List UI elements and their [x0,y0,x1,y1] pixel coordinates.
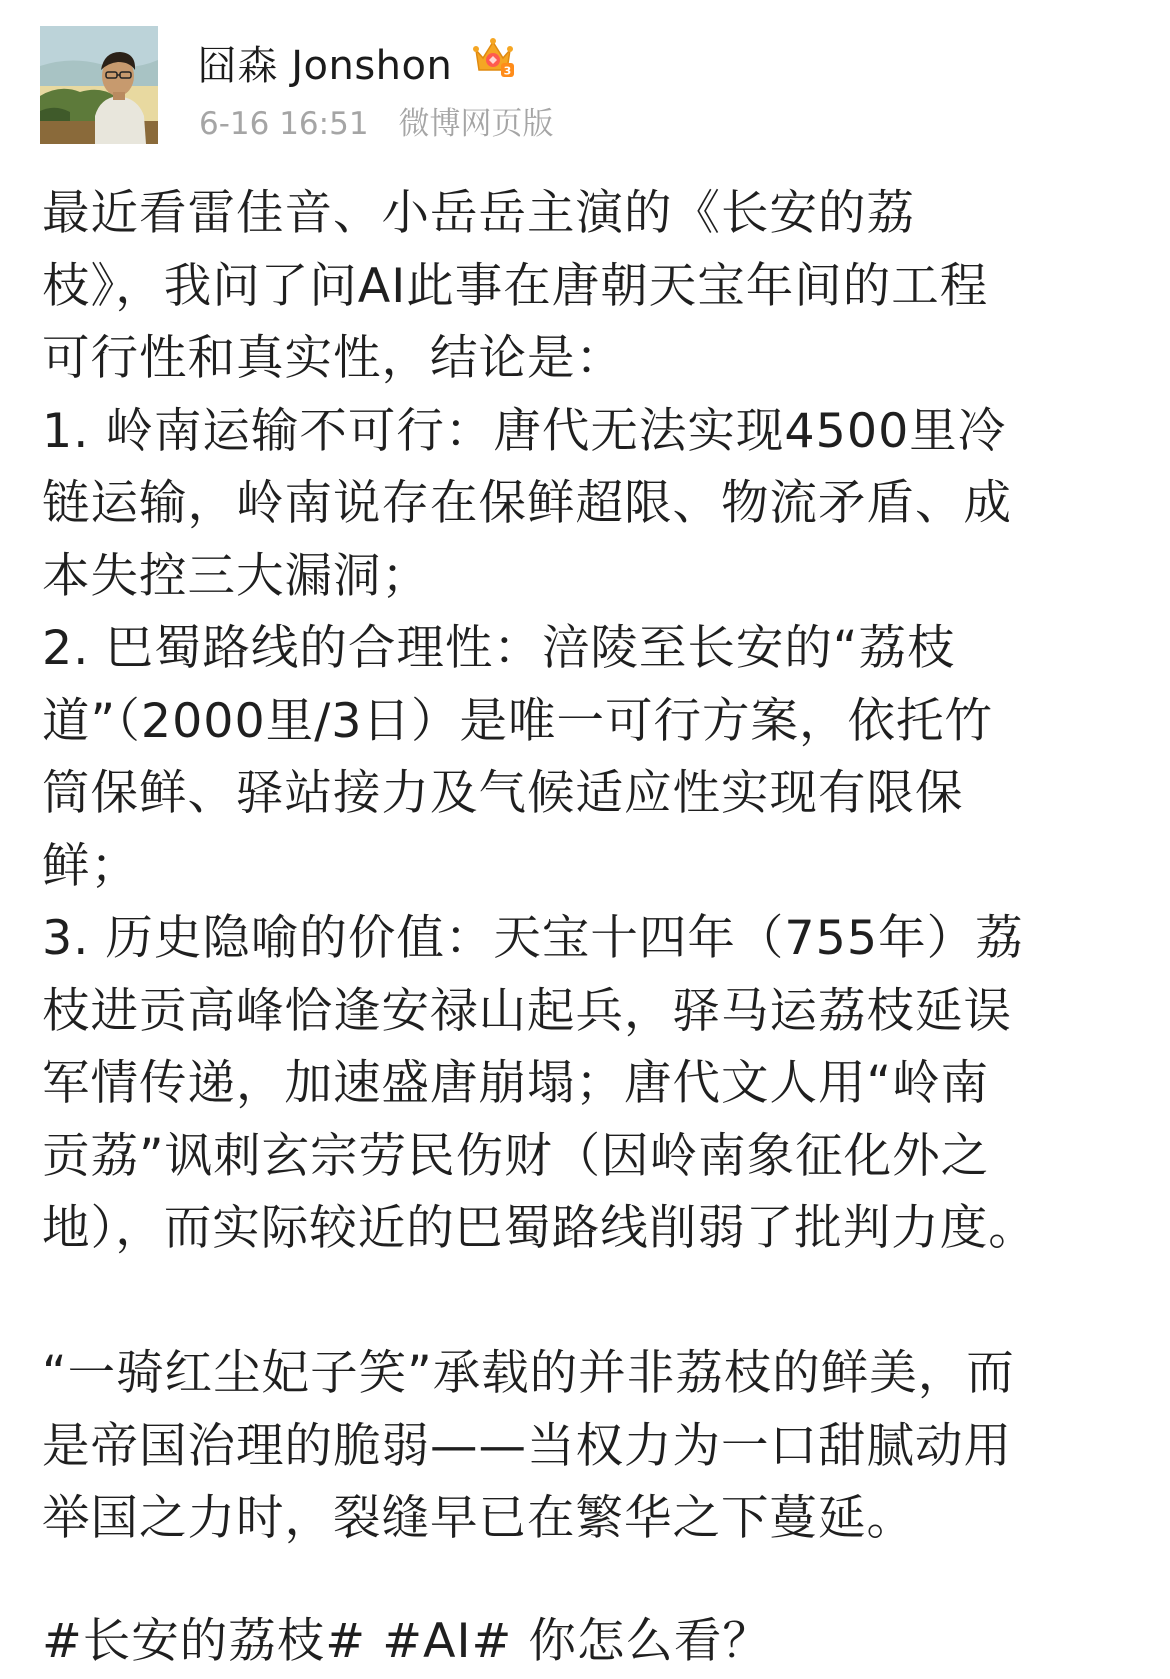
post-line: 枝》，我问了问AI此事在唐朝天宝年间的工程 [42,258,989,314]
post-line: 鲜； [42,838,139,894]
post-line: 贡荔”讽刺玄宗劳民伤财（因岭南象征化外之 [42,1128,990,1184]
post-line: 道”（2000里/3日）是唯一可行方案，依托竹 [42,693,993,749]
post-line: 举国之力时，裂缝早已在繁华之下蔓延。 [42,1491,915,1546]
post-line: 筒保鲜、驿站接力及气候适应性实现有限保 [42,766,964,821]
post-line: 2. 巴蜀路线的合理性：涪陵至长安的“荔枝 [42,621,956,676]
post-line-cut: #长安的荔枝# #AI# 你怎么看？ [42,1614,771,1669]
post-line: 枝进贡高峰恰逢安禄山起兵，驿马运荔枝延误 [42,983,1012,1039]
post-source[interactable]: 微博网页版 [398,106,554,142]
post-line: 可行性和真实性，结论是： [42,331,624,386]
post-time: 6-16 16:51 [199,106,369,142]
svg-text:3: 3 [503,64,512,78]
post-line: 3. 历史隐喻的价值：天宝十四年（755年）荔 [42,911,1024,966]
avatar[interactable] [40,26,158,144]
post-line: 链运输，岭南说存在保鲜超限、物流矛盾、成 [42,476,1012,531]
post-line: 最近看雷佳音、小岳岳主演的《长安的荔 [42,186,915,241]
post-header [0,0,1170,160]
post-body [42,178,1132,1556]
post-line: 本失控三大漏洞； [42,548,430,604]
post-line: 是帝国治理的脆弱——当权力为一口甜腻动用 [42,1418,1012,1474]
paragraph-gap [42,1266,1132,1339]
post-line: 1. 岭南运输不可行：唐代无法实现4500里冷 [42,403,1007,459]
post-line: 地），而实际较近的巴蜀路线削弱了批判力度。 [42,1201,1037,1256]
user-name[interactable]: 囧森 Jonshon [197,43,453,89]
post-meta [199,98,554,143]
post-line: 军情传递，加速盛唐崩塌；唐代文人用“岭南 [42,1056,990,1111]
post-line: “一骑红尘妃子笑”承载的并非荔枝的鲜美，而 [42,1346,1015,1401]
vip-crown-icon[interactable] [470,36,516,78]
avatar-portrait-icon [40,26,158,144]
